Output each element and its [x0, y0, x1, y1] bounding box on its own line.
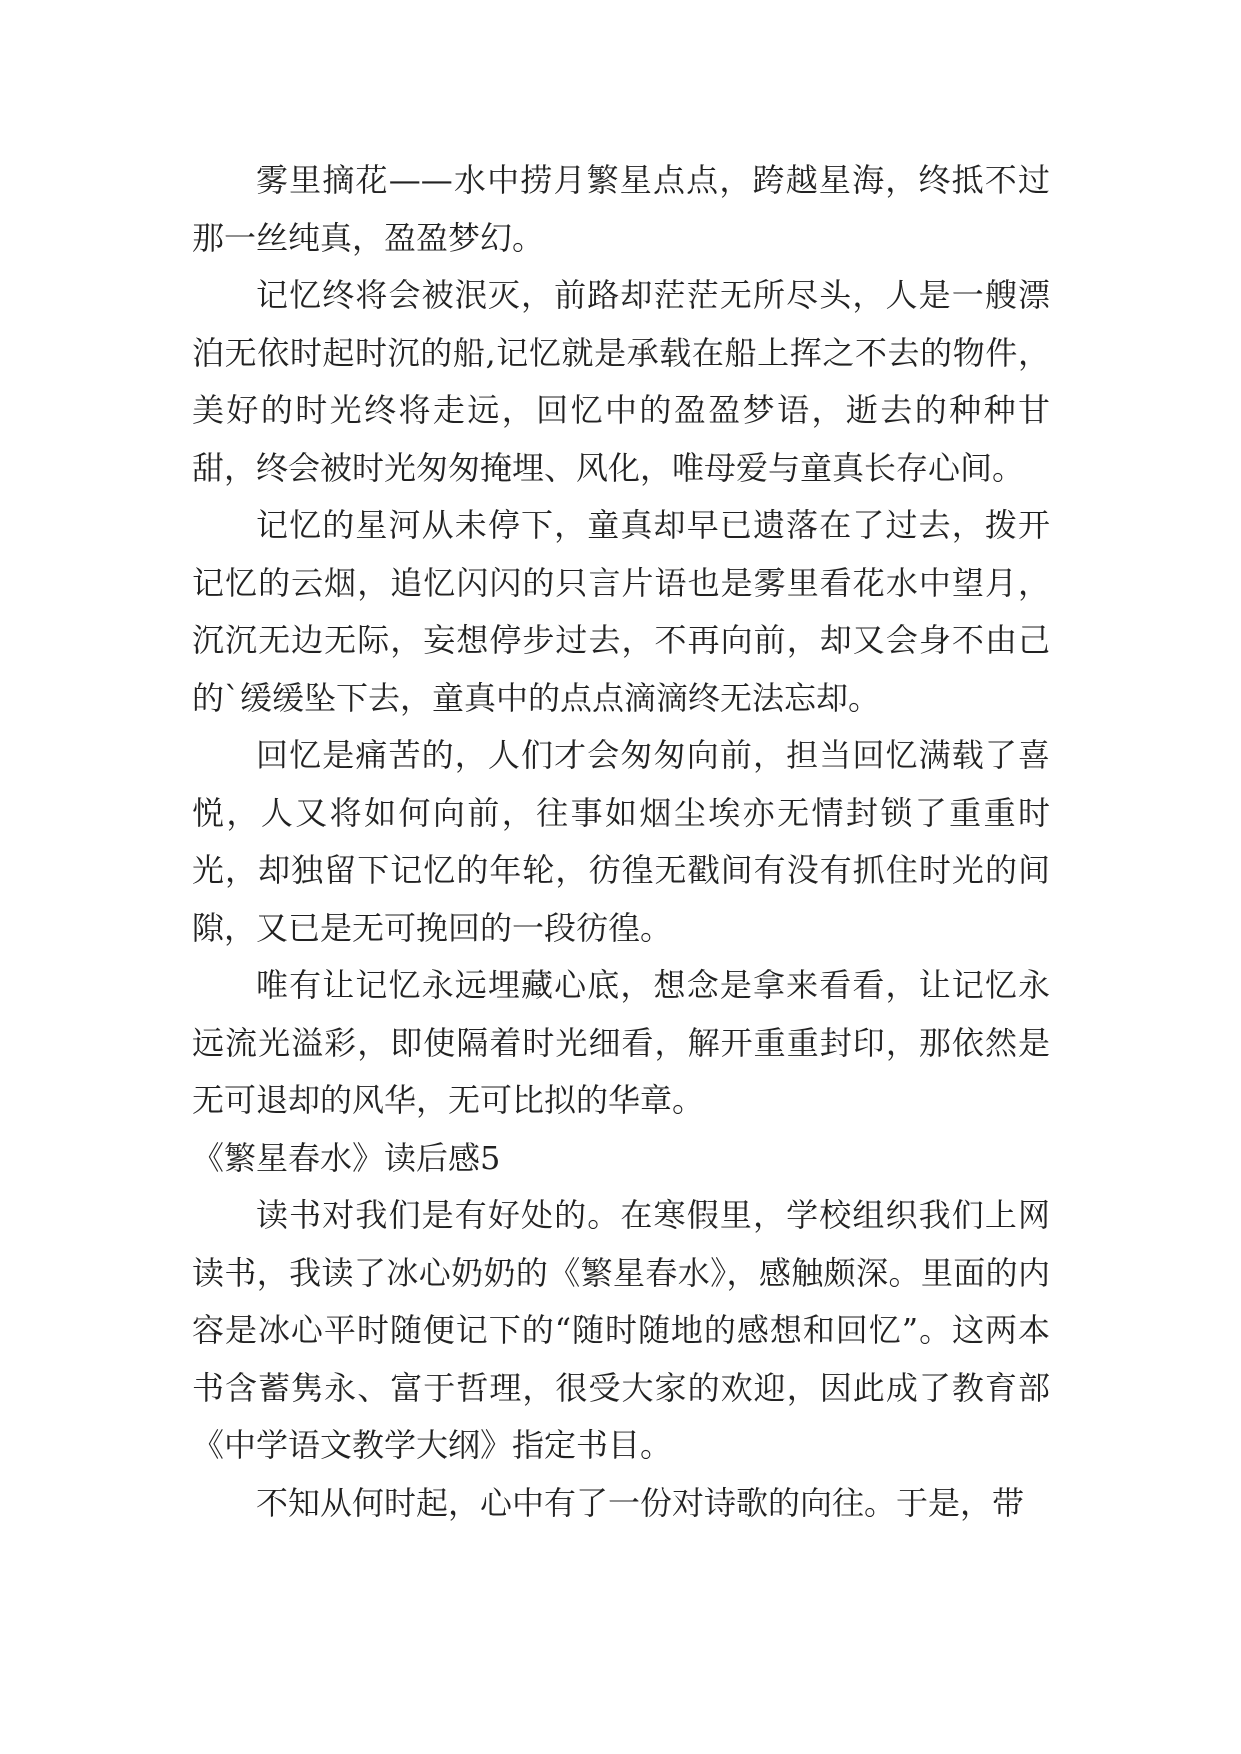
paragraph: 唯有让记忆永远埋藏心底，想念是拿来看看，让记忆永远流光溢彩，即使隔着时光细看，解开重重封印，那依然是无可退却的风华，无可比拟的华章。 — [192, 966, 1050, 1119]
paragraph: 回忆是痛苦的，人们才会匆匆向前，担当回忆满载了喜悦，人又将如何向前，往事如烟尘埃亦无情封锁了重重时光，却独留下记忆的年轮，彷徨无戳间有没有抓住时光的间隙，又已是无可挽回的一段彷徨。 — [192, 736, 1050, 947]
paragraph: 记忆终将会被泯灭，前路却茫茫无所尽头，人是一艘漂泊无依时起时沉的船,记忆就是承载在船上挥之不去的物件，美好的时光终将走远，回忆中的盈盈梦语，逝去的种种甘甜，终会被时光匆匆掩埋、风化，唯母爱与童真长存心间。 — [192, 276, 1050, 487]
paragraph: 读书对我们是有好处的。在寒假里，学校组织我们上网读书，我读了冰心奶奶的《繁星春水》，感触颇深。里面的内容是冰心平时随便记下的“随时随地的感想和回忆”。这两本书含蓄隽永、富于哲理，很受大家的欢迎，因此成了教育部《中学语文教学大纲》指定书目。 — [192, 1196, 1050, 1464]
paragraph: 雾里摘花——水中捞月繁星点点，跨越星海，终抵不过那一丝纯真，盈盈梦幻。 — [192, 161, 1050, 257]
paragraph: 记忆的星河从未停下，童真却早已遗落在了过去，拨开记忆的云烟，追忆闪闪的只言片语也是雾里看花水中望月，沉沉无边无际，妄想停步过去，不再向前，却又会身不由己的`缓缓坠下去，童真中的点点滴滴终无法忘却。 — [192, 506, 1050, 717]
paragraph: 不知从何时起，心中有了一份对诗歌的向往。于是，带 — [256, 1483, 1025, 1522]
document-page — [192, 152, 1050, 1532]
section-title: 《繁星春水》读后感5 — [192, 1138, 501, 1177]
